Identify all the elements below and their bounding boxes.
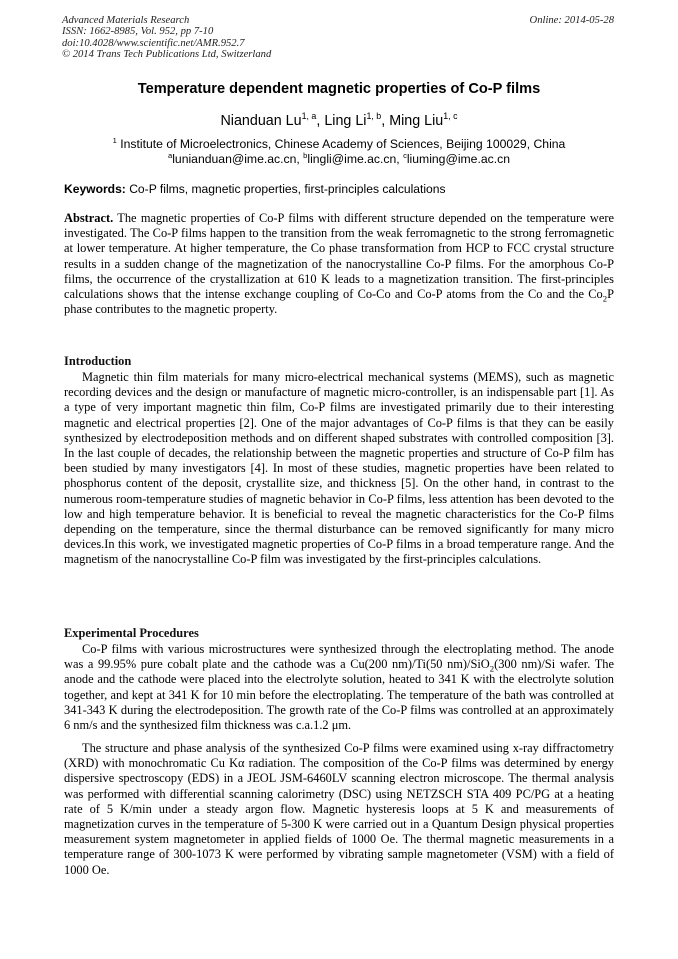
author-list: Nianduan Lu$^{1, a}$, Ling Li$^{1, b}$, Ming Liu$^{1, c}$ bbox=[220, 111, 458, 129]
journal-name: Advanced Materials Research bbox=[62, 15, 190, 26]
abstract-text: The magnetic properties of Co-P films with different structure depended on the temperature were investigated. The Co-P films happen to the transition from the weak ferromagnetic to the strong ferromagnetic at lower temperature. At higher temperature, the Co phase transformation from HCP to FCC crystal structure results in a sudden change of the magnetization of the nanocrystalline Co-P films. For the amorphous Co-P films, the occurrence of the crystallization at 610 K leads to a magnetization transition. The first-principles calculations shows that the intense exchange coupling of Co-Co and Co-P atoms from the Co and the Co bbox=[64, 211, 614, 302]
introduction-heading: Introduction bbox=[64, 354, 132, 368]
abstract bbox=[64, 211, 614, 317]
affiliation-text: Institute of Microelectronics, Chinese Academy of Sciences, Beijing 100029, China bbox=[120, 137, 566, 151]
journal-issn: ISSN: 1662-8985, Vol. 952, pp 7-10 bbox=[62, 26, 214, 38]
abstract-subscript: 2 bbox=[602, 293, 608, 304]
email-sup: b bbox=[303, 150, 308, 160]
author-sup: 1, b bbox=[366, 111, 382, 122]
experimental-paragraph-text: The structure and phase analysis of the synthesized Co-P films were examined using x-ray diffractometry (XRD) with monochromatic Cu Kα radiation. The composition of the Co-P films was determined by energy dispersive spectroscopy (EDS) in a JEOL JSM-6460LV scanning electron microscope. The thermal analysis was performed with differential scanning calorimetry (DSC) using NETZSCH STA 409 PC/PG at a heating rate of 5 K/min under a steady argon flow. Magnetic hysteresis loops at 5 K and measurements of magnetization curves in the temperature of 5-300 K were carried out in a Quantum Design physical properties measurement system magnetometer in applied fields of 1000 Oe. The thermal magnetic measurements in a temperature range of 300-1073 K were performed by vibrating sample magnetometer (VSM) with a field of 1000 Oe. bbox=[64, 741, 614, 877]
introduction-section bbox=[64, 370, 614, 568]
affiliation bbox=[0, 137, 678, 167]
author-sup: 1, c bbox=[443, 111, 458, 122]
journal-doi[interactable]: doi:10.4028/www.scientific.net/AMR.952.7 bbox=[62, 37, 245, 49]
email-sup: c bbox=[403, 150, 407, 160]
experimental-text: Co-P films with various microstructures were synthesized through the electroplating method. The anode was a 99.95% pure cobalt plate and the cathode was a Cu(200 nm)/Ti(50 nm)/SiO bbox=[64, 642, 614, 672]
keywords bbox=[64, 182, 624, 196]
journal-copyright: © 2014 Trans Tech Publications Ltd, Switzerland bbox=[62, 49, 272, 61]
author-name: Ming Liu bbox=[389, 113, 444, 129]
author-name: Ling Li bbox=[324, 113, 367, 129]
paper-title: Temperature dependent magnetic properties of Co-P films bbox=[137, 81, 541, 97]
keywords-label: Keywords: bbox=[64, 182, 126, 196]
abstract-text-end: P phase contributes to the magnetic property. bbox=[64, 287, 614, 317]
experimental-subscript: 2 bbox=[489, 663, 495, 674]
experimental-text-end: (300 nm)/Si wafer. The anode and the cathode were placed into the electrolyte solution, heated to 341 K with the electrolyte solution together, and kept at 341 K for 10 min before the electroplating. The temperature of the bath was controlled at 341-343 K during the electrodeposition. The growth rate of the Co-P films was controlled at an approximately 6 nm/s and the synthesized film thickness was c.a.1.2 μm. bbox=[64, 657, 614, 733]
introduction-paragraph: Magnetic thin film materials for many micro-electrical mechanical systems (MEMS), such as magnetic recording devices and the design or manufacture of magnetic micro-controller, is an indispensable part [1]. As a type of very important magnetic thin film, Co-P films are investigated primarily due to their interesting magnetic and electrical properties [2]. One of the major advantages of Co-P films is that they can be easily synthesized by electrodeposition methods and on different shaped substrates with controlled composition [3]. In the last couple of decades, the relationship between the magnetic properties and structure of Co-P film has been studied by many investigators [4]. In most of these studies, magnetic properties have been related to phosphorus content of the deposit, crystallite size, and thickness [5]. On the other hand, in contrast to the numerous room-temperature studies of magnetic behavior in Co-P films, less attention has been devoted to the low and high temperature behavior. It is beneficial to reveal the magnetic characteristics for the Co-P films depending on the temperature, since the thermal disturbance can be removed significantly for many micro devices.In this work, we investigated magnetic properties of Co-P films in a broad temperature range. And the magnetism of the nanocrystalline Co-P film was investigated by the first-principles calculations. bbox=[64, 370, 614, 567]
author-sup: 1, a bbox=[301, 111, 317, 122]
email-list: $^a$lunianduan@ime.ac.cn, $^b$lingli@ime.ac.cn, $^c$liuming@ime.ac.cn bbox=[168, 150, 510, 166]
author-name: Nianduan Lu bbox=[220, 113, 302, 129]
email-sup: a bbox=[168, 150, 173, 160]
abstract-label: Abstract. bbox=[64, 211, 114, 225]
affiliation-number: 1 bbox=[112, 135, 117, 145]
author-email[interactable]: lunianduan@ime.ac.cn bbox=[172, 152, 297, 166]
author-email[interactable]: lingli@ime.ac.cn bbox=[307, 152, 397, 166]
keywords-text: Co-P films, magnetic properties, first-principles calculations bbox=[129, 182, 446, 196]
online-date: Online: 2014-05-28 bbox=[529, 15, 614, 26]
journal-header bbox=[62, 15, 271, 61]
experimental-paragraph-1 bbox=[64, 642, 614, 733]
author-email[interactable]: liuming@ime.ac.cn bbox=[406, 152, 510, 166]
experimental-heading: Experimental Procedures bbox=[64, 626, 199, 640]
experimental-paragraph-2 bbox=[64, 741, 614, 878]
